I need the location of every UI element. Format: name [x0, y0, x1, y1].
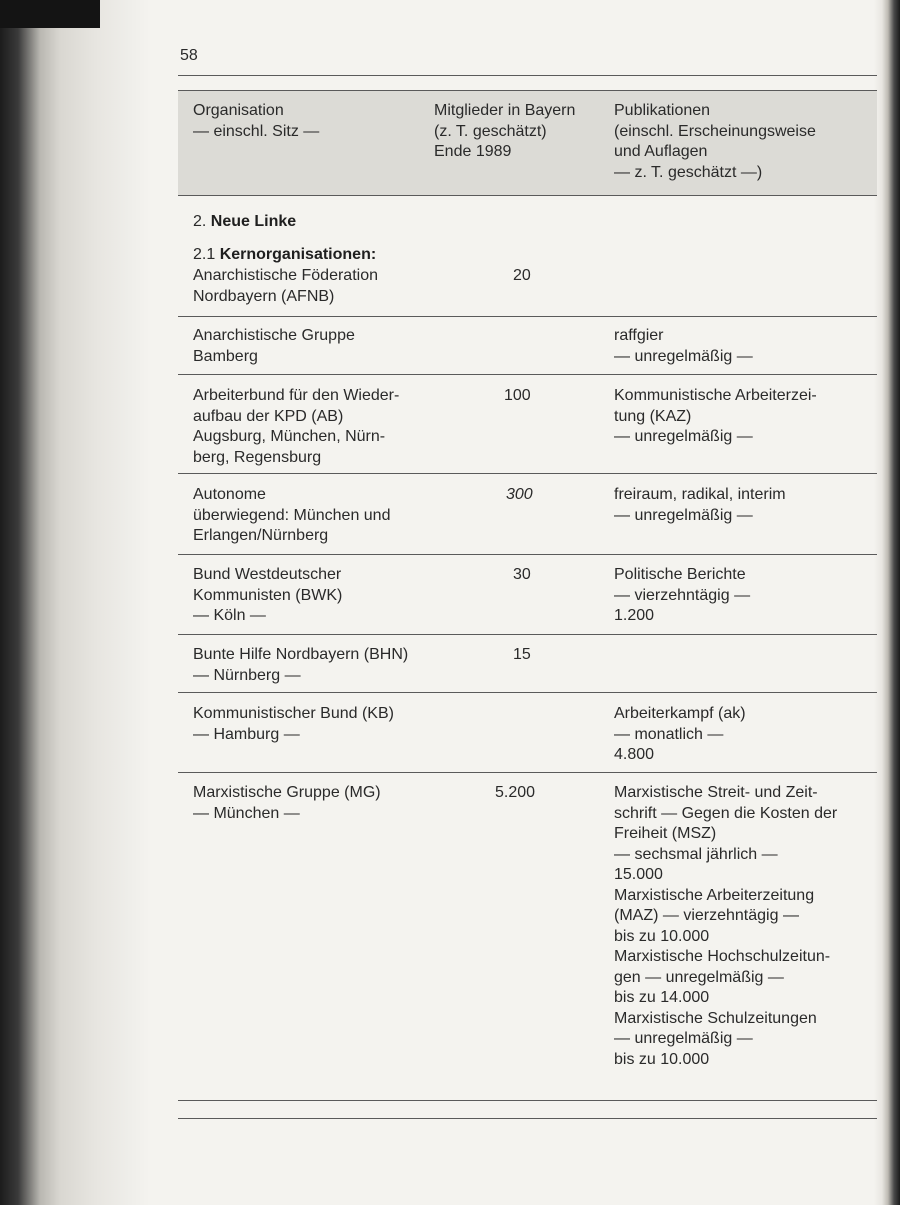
- row-organisation: Arbeiterbund für den Wieder- aufbau der KPD (AB) Augsburg, München, Nürn- berg, Regensburg: [193, 387, 400, 466]
- row-organisation: Marxistische Gruppe (MG) — München —: [193, 784, 381, 822]
- page-right-edge-shadow: [874, 0, 900, 1205]
- row-organisation: Anarchistische Föderation Nordbayern (AFNB): [193, 267, 378, 305]
- row-members: 30: [513, 566, 531, 583]
- row-publication: raffgier — unregelmäßig —: [614, 327, 753, 365]
- row-members: 20: [513, 267, 531, 284]
- bottom-rule: [178, 1100, 877, 1101]
- row-members: 300: [506, 486, 533, 503]
- row-organisation: Anarchistische Gruppe Bamberg: [193, 327, 355, 365]
- row-divider: [178, 772, 877, 773]
- row-publication: Marxistische Streit- und Zeit- schrift — Gegen die Kosten der Freiheit (MSZ) — sechsmal jährlich — 15.000 Marxistische Arbeiterzeitung (MAZ) — vierzehntägig — bis zu 10.000 Marxistische Hochschulzeitun- gen — unregelmäßig — bis zu 14.000 Marxistische Schulzeitungen — unregelmäßig — bis zu 10.000: [614, 784, 838, 1068]
- row-organisation: Kommunistischer Bund (KB) — Hamburg —: [193, 705, 394, 743]
- header-publikationen: Publikationen (einschl. Erscheinungsweise und Auflagen — z. T. geschätzt —): [614, 102, 816, 181]
- row-divider: [178, 634, 877, 635]
- row-divider: [178, 473, 877, 474]
- page-number: 58: [180, 47, 198, 64]
- row-organisation: Bunte Hilfe Nordbayern (BHN) — Nürnberg —: [193, 646, 409, 684]
- book-binding-shadow: [0, 0, 150, 1205]
- row-organisation: Bund Westdeutscher Kommunisten (BWK) — Köln —: [193, 566, 343, 624]
- row-members: 100: [504, 387, 531, 404]
- row-divider: [178, 316, 877, 317]
- section-heading: 2. Neue Linke: [193, 213, 297, 230]
- bottom-rule-second: [178, 1118, 877, 1119]
- header-mitglieder: Mitglieder in Bayern (z. T. geschätzt) Ende 1989: [434, 102, 576, 160]
- header-bottom-rule: [178, 195, 877, 196]
- row-publication: Kommunistische Arbeiterzei- tung (KAZ) — unregelmäßig —: [614, 387, 817, 445]
- book-binding-dark-corner: [0, 0, 100, 28]
- subsection-heading: 2.1 Kernorganisationen:: [193, 246, 377, 263]
- header-organisation: Organisation — einschl. Sitz —: [193, 102, 320, 140]
- row-publication: freiraum, radikal, interim — unregelmäßig —: [614, 486, 786, 524]
- row-publication: Politische Berichte — vierzehntägig — 1.200: [614, 566, 751, 624]
- row-members: 5.200: [495, 784, 536, 801]
- row-publication: Arbeiterkampf (ak) — monatlich — 4.800: [614, 705, 746, 763]
- row-divider: [178, 692, 877, 693]
- row-organisation: Autonome überwiegend: München und Erlangen/Nürnberg: [193, 486, 391, 544]
- row-divider: [178, 374, 877, 375]
- header-top-rule: [178, 90, 877, 91]
- row-divider: [178, 554, 877, 555]
- top-rule: [178, 75, 877, 76]
- row-members: 15: [513, 646, 531, 663]
